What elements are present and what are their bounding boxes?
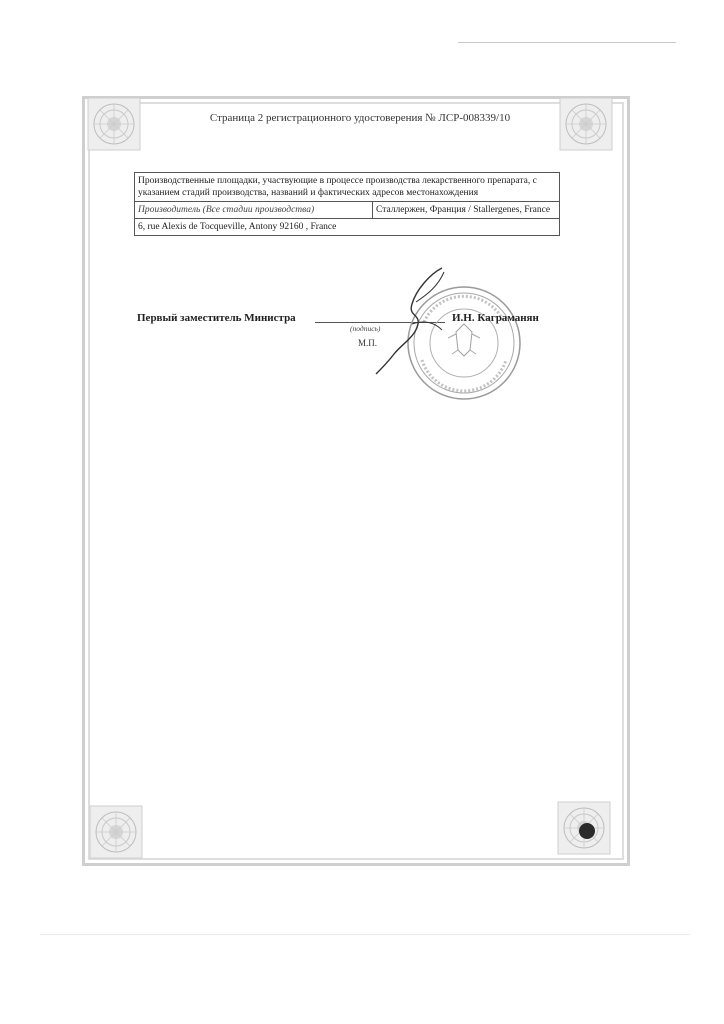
corner-rosette-icon [88,804,144,860]
table-heading-cell: Производственные площадки, участвующие в процессе производства лекарственного препарата, с указанием стадий производства, названий и фактических адресов местонахождения [135,173,560,202]
table-row [135,219,560,236]
table-row [135,202,560,219]
corner-rosette-icon [86,96,142,152]
corner-rosette-icon [558,96,614,152]
manufacturing-sites-table [134,172,560,236]
signature-caption: (подпись) [350,324,381,333]
signatory-position: Первый заместитель Министра [137,312,296,324]
manufacturer-name-cell: Сталлержен, Франция / Stallergenes, France [373,202,560,219]
hole-punch-dot [579,823,595,839]
table-header-row [135,173,560,202]
scan-edge-line [40,934,690,935]
seal-caption: М.П. [358,338,378,348]
page-title: Страница 2 регистрационного удостоверения № ЛСР-008339/10 [209,112,511,124]
address-cell: 6, rue Alexis de Tocqueville, Antony 92160 , France [135,219,560,236]
manufacturer-role-cell: Производитель (Все стадии производства) [135,202,373,219]
scan-edge-line [458,42,676,43]
signatory-name: И.Н. Каграманян [452,312,539,324]
handwritten-signature-icon [372,264,462,376]
